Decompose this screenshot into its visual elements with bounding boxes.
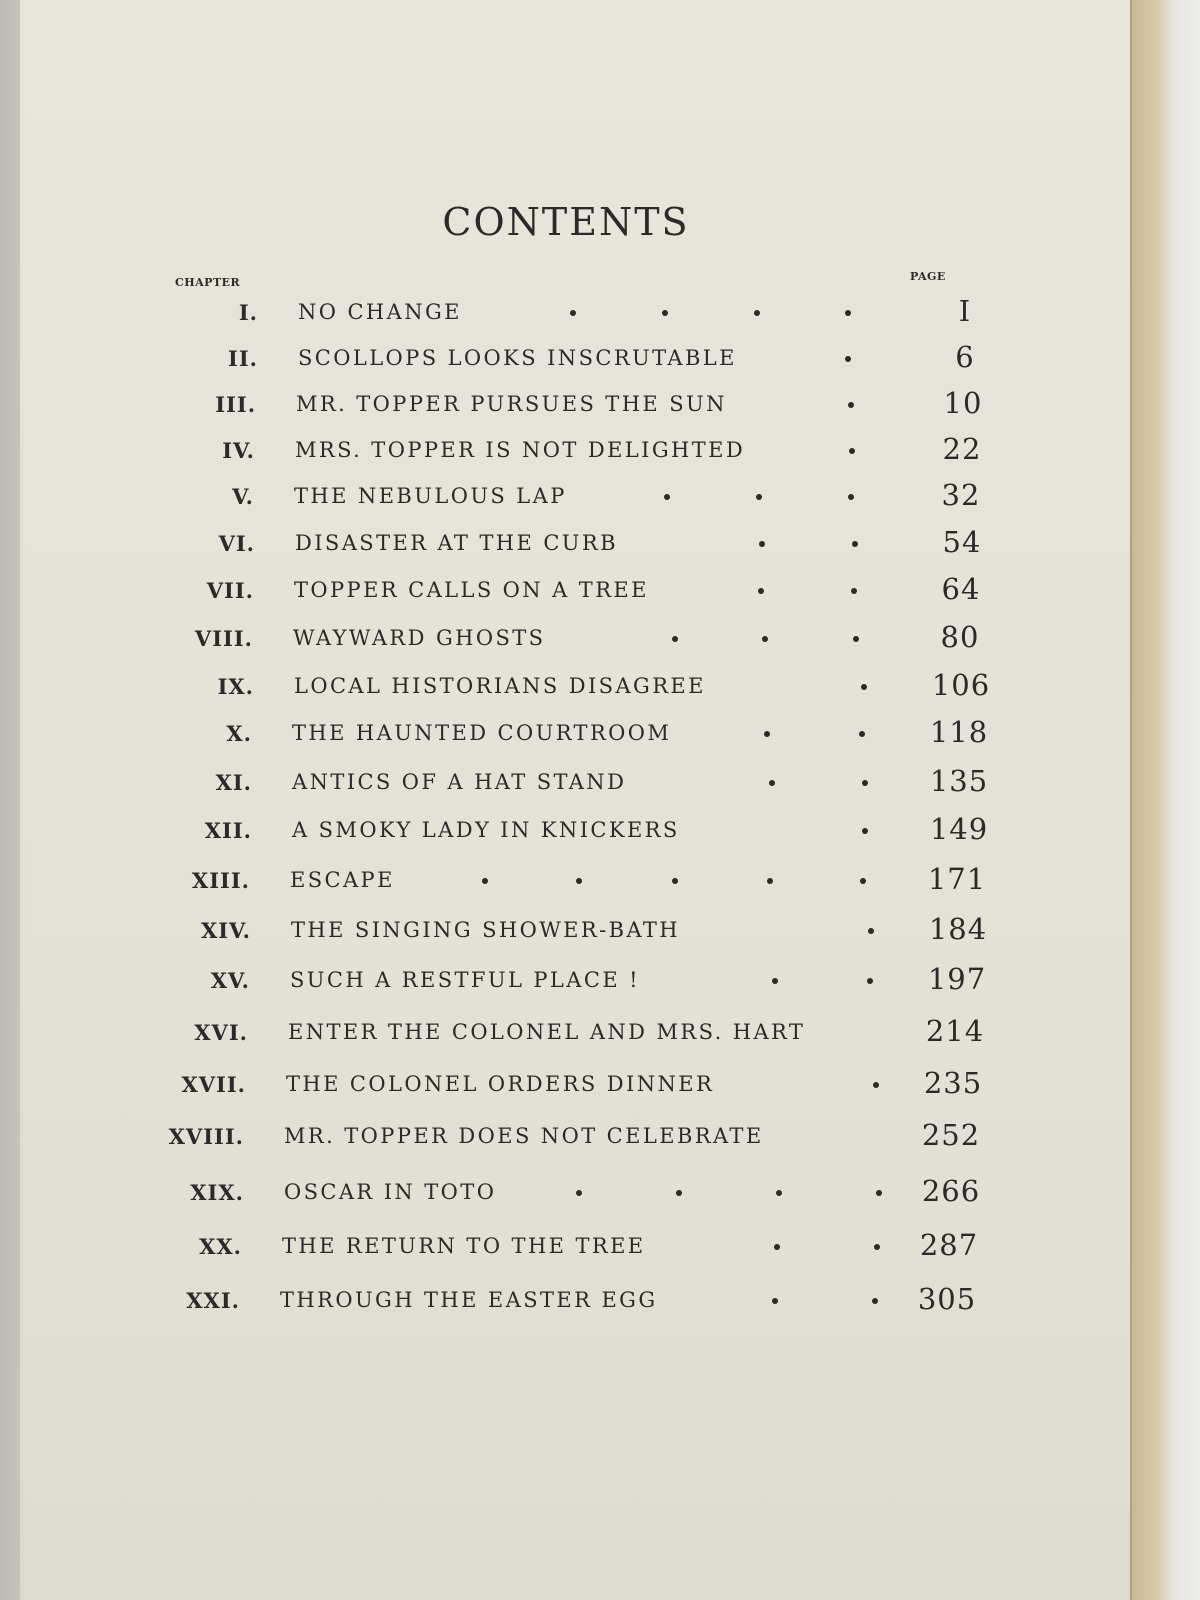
leader-dot (873, 1082, 879, 1088)
leader-dot (774, 1244, 780, 1250)
chapter-number: XVII. (181, 1072, 246, 1097)
toc-row (0, 340, 1100, 380)
page-number: 32 (941, 478, 981, 512)
page-column-header: PAGE (910, 270, 946, 283)
chapter-number: XIX. (190, 1180, 244, 1205)
chapter-title: DISASTER AT THE CURB (295, 531, 618, 555)
leader-dot (861, 684, 867, 690)
leader-dot (482, 878, 488, 884)
toc-row (0, 1118, 1086, 1158)
chapter-number: XI. (215, 770, 252, 795)
leader-dot (874, 1244, 880, 1250)
leader-dot (772, 978, 778, 984)
leader-dot (851, 588, 857, 594)
toc-row (0, 1014, 1090, 1054)
toc-row (0, 668, 1096, 708)
chapter-title: ESCAPE (290, 868, 395, 892)
chapter-title: MRS. TOPPER IS NOT DELIGHTED (295, 438, 746, 462)
chapter-number: XXI. (186, 1288, 240, 1313)
toc-row (0, 525, 1097, 565)
page-number: 6 (955, 340, 975, 374)
contents-title: CONTENTS (442, 200, 690, 244)
page-number: 80 (940, 620, 980, 654)
chapter-title: SUCH A RESTFUL PLACE ! (290, 968, 640, 992)
chapter-title: WAYWARD GHOSTS (293, 626, 546, 650)
chapter-number: VIII. (194, 626, 253, 651)
leader-dot (772, 1298, 778, 1304)
chapter-number: XX. (199, 1234, 242, 1259)
page-number: 235 (923, 1066, 983, 1100)
leader-dot (759, 541, 765, 547)
leader-dot (769, 780, 775, 786)
chapter-title: THE SINGING SHOWER-BATH (291, 918, 680, 942)
page-number: 22 (942, 432, 982, 466)
chapter-title: MR. TOPPER DOES NOT CELEBRATE (284, 1124, 764, 1148)
chapter-number: X. (226, 721, 252, 746)
chapter-title: THE COLONEL ORDERS DINNER (286, 1072, 715, 1096)
leader-dot (570, 310, 576, 316)
leader-dot (662, 310, 668, 316)
chapter-number: I. (238, 300, 258, 325)
chapter-title: A SMOKY LADY IN KNICKERS (292, 818, 680, 842)
chapter-title: THE NEBULOUS LAP (294, 484, 567, 508)
leader-dot (848, 494, 854, 500)
toc-row (0, 764, 1094, 804)
toc-row (0, 572, 1096, 612)
page-number: 305 (917, 1282, 977, 1316)
chapter-title: OSCAR IN TOTO (284, 1180, 497, 1204)
toc-row (0, 478, 1096, 518)
page-number: 135 (929, 764, 989, 798)
toc-row (0, 386, 1098, 426)
toc-row (0, 715, 1094, 755)
leader-dot (672, 878, 678, 884)
leader-dot (848, 402, 854, 408)
page-number: 149 (929, 812, 989, 846)
page-number: 54 (942, 525, 982, 559)
toc-row (0, 294, 1100, 334)
leader-dot (876, 1190, 882, 1196)
chapter-number: IV. (222, 438, 255, 463)
chapter-title: THE HAUNTED COURTROOM (292, 721, 672, 745)
chapter-title: ENTER THE COLONEL AND MRS. HART (288, 1020, 806, 1044)
leader-dot (762, 636, 768, 642)
leader-dot (676, 1190, 682, 1196)
leader-dot (849, 448, 855, 454)
leader-dot (845, 356, 851, 362)
page-number: 64 (941, 572, 981, 606)
leader-dot (672, 636, 678, 642)
page-number: I (958, 294, 972, 328)
leader-dot (859, 731, 865, 737)
chapter-title: MR. TOPPER PURSUES THE SUN (296, 392, 727, 416)
leader-dot (845, 310, 851, 316)
chapter-number: XVI. (194, 1020, 248, 1045)
page-number: 10 (943, 386, 983, 420)
chapter-number: VII. (206, 578, 254, 603)
cover-board (1132, 0, 1200, 1600)
chapter-number: XV. (210, 968, 250, 993)
page-number: 118 (929, 715, 989, 749)
leader-dot (862, 828, 868, 834)
page-number: 106 (931, 668, 991, 702)
page-number: 252 (921, 1118, 981, 1152)
chapter-number: II. (228, 346, 258, 371)
toc-row (0, 1066, 1088, 1106)
page-number: 184 (928, 912, 988, 946)
page-number: 287 (919, 1228, 979, 1262)
leader-dot (758, 588, 764, 594)
toc-row (0, 962, 1092, 1002)
chapter-number: XVIII. (168, 1124, 244, 1149)
leader-dot (756, 494, 762, 500)
toc-row (0, 912, 1093, 952)
leader-dot (576, 878, 582, 884)
chapter-number: III. (215, 392, 256, 417)
leader-dot (860, 878, 866, 884)
chapter-number: XIII. (191, 868, 250, 893)
toc-row (0, 862, 1092, 902)
leader-dot (754, 310, 760, 316)
leader-dot (767, 878, 773, 884)
leader-dot (862, 780, 868, 786)
toc-row (0, 1228, 1084, 1268)
leader-dot (853, 636, 859, 642)
toc-row (0, 432, 1097, 472)
chapter-number: VI. (218, 531, 255, 556)
chapter-number: V. (232, 484, 254, 509)
chapter-number: XII. (204, 818, 252, 843)
chapter-title: THROUGH THE EASTER EGG (280, 1288, 658, 1312)
leader-dot (576, 1190, 582, 1196)
chapter-title: TOPPER CALLS ON A TREE (294, 578, 649, 602)
toc-row (0, 1174, 1086, 1214)
toc-row (0, 812, 1094, 852)
leader-dot (852, 541, 858, 547)
leader-dot (868, 928, 874, 934)
toc-row (0, 620, 1095, 660)
page-number: 214 (925, 1014, 985, 1048)
page-number: 171 (927, 862, 987, 896)
leader-dot (776, 1190, 782, 1196)
leader-dot (764, 731, 770, 737)
toc-row (0, 1282, 1082, 1322)
page-number: 266 (921, 1174, 981, 1208)
leader-dot (867, 978, 873, 984)
chapter-title: SCOLLOPS LOOKS INSCRUTABLE (298, 346, 737, 370)
page-number: 197 (927, 962, 987, 996)
chapter-number: XIV. (200, 918, 251, 943)
chapter-title: NO CHANGE (298, 300, 462, 324)
chapter-title: LOCAL HISTORIANS DISAGREE (294, 674, 706, 698)
chapter-column-header: CHAPTER (175, 276, 241, 289)
chapter-title: THE RETURN TO THE TREE (282, 1234, 646, 1258)
leader-dot (872, 1298, 878, 1304)
leader-dot (664, 494, 670, 500)
chapter-title: ANTICS OF A HAT STAND (292, 770, 627, 794)
chapter-number: IX. (217, 674, 254, 699)
